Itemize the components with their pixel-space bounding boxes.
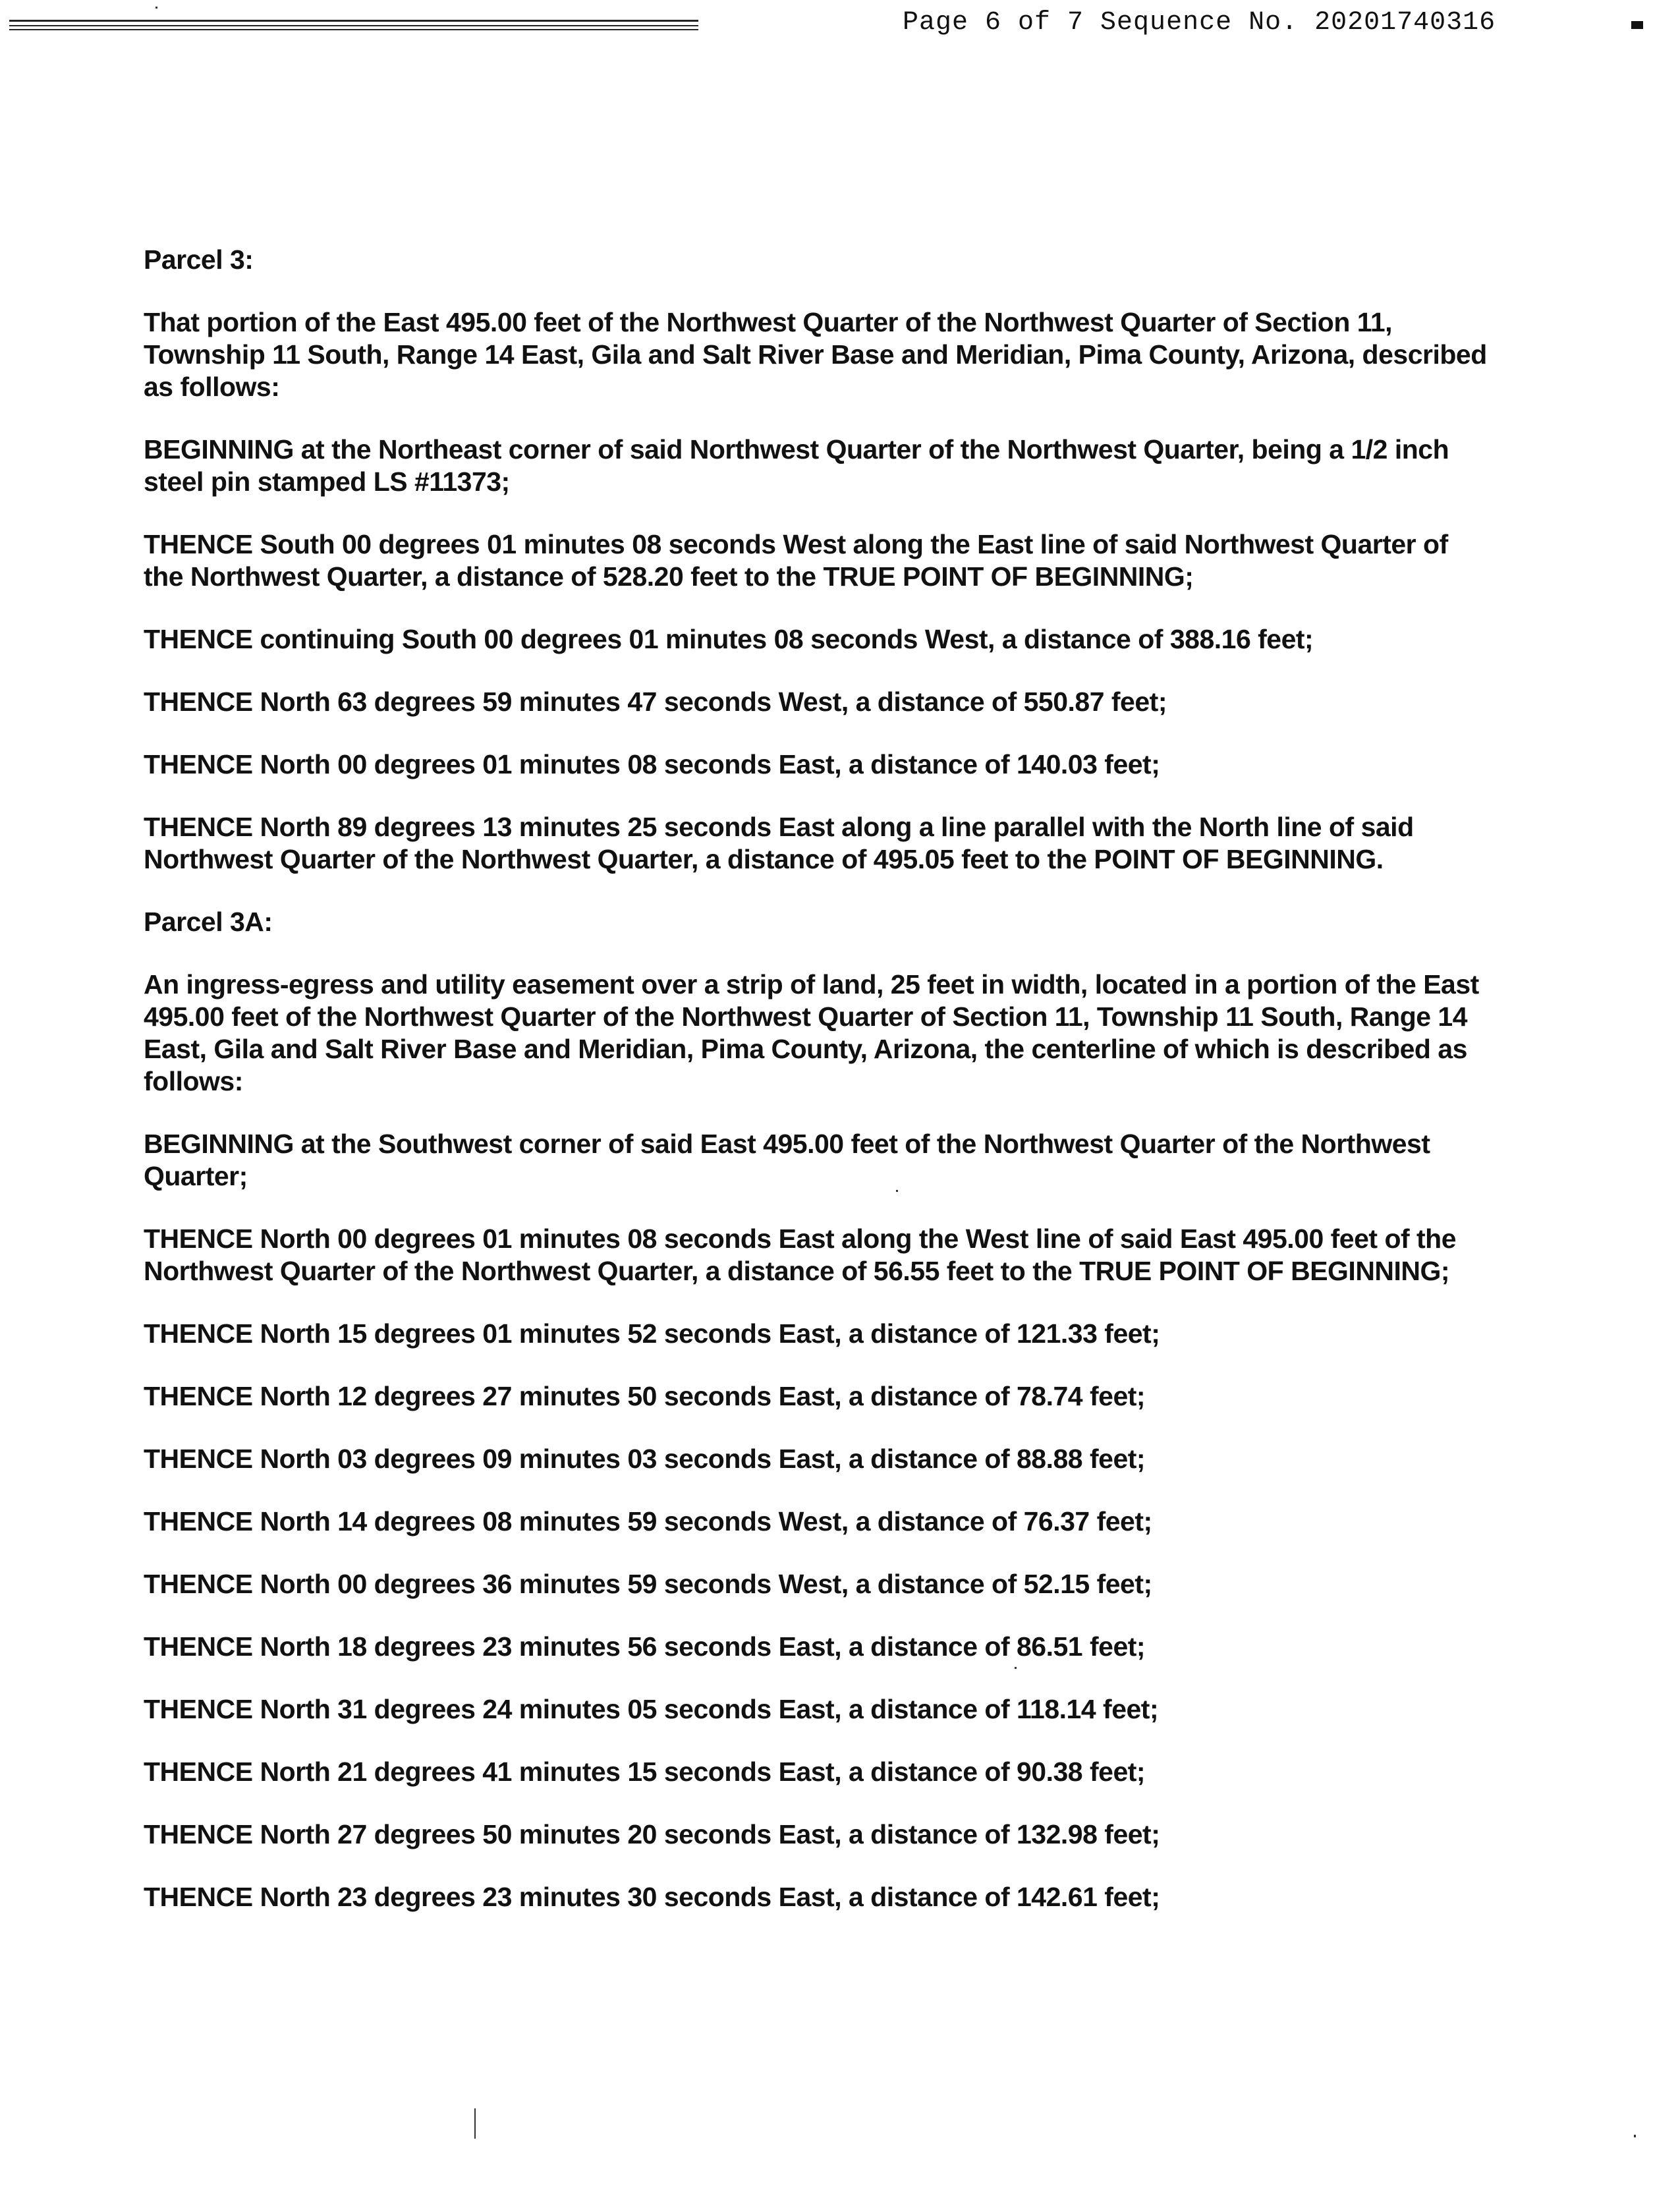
parcel-3a-course-3: THENCE North 12 degrees 27 minutes 50 seconds East, a distance of 78.74 feet; xyxy=(144,1381,1146,1411)
header-rule-middle xyxy=(9,25,698,26)
parcel-3a-course-2: THENCE North 15 degrees 01 minutes 52 seconds East, a distance of 121.33 feet; xyxy=(144,1318,1160,1349)
parcel-3a-course-7: THENCE North 18 degrees 23 minutes 56 seconds East, a distance of 86.51 feet; xyxy=(144,1631,1146,1662)
parcel-3-course-3: THENCE North 63 degrees 59 minutes 47 seconds West, a distance of 550.87 feet; xyxy=(144,687,1167,717)
parcel-3-beginning: BEGINNING at the Northeast corner of said Northwest Quarter of the Northwest Quarter, being a 1/2 inch steel pin stamped LS #11373; xyxy=(144,434,1449,497)
header-rule-top xyxy=(9,20,698,22)
corner-mark xyxy=(1631,21,1643,29)
parcel-3a-course-10: THENCE North 27 degrees 50 minutes 20 seconds East, a distance of 132.98 feet; xyxy=(144,1819,1160,1849)
parcel-3-description: That portion of the East 495.00 feet of the Northwest Quarter of the Northwest Quarter of Section 11, Township 11 South, Range 14 East, Gila and Salt River Base and Meridian, Pima County, Arizona, described as follows: xyxy=(144,307,1487,402)
scan-speck xyxy=(1015,1667,1017,1669)
parcel-3-course-1: THENCE South 00 degrees 01 minutes 08 seconds West along the East line of said Northwest Quarter of the Northwest Quarter, a distance of 528.20 feet to the TRUE POINT OF BEGINNING; xyxy=(144,529,1448,592)
page-sequence-header: Page 6 of 7 Sequence No. 20201740316 xyxy=(903,8,1496,38)
scan-speck xyxy=(896,1190,898,1192)
header-rule-bottom xyxy=(9,29,698,30)
scan-speck xyxy=(155,7,157,9)
parcel-3a-course-1: THENCE North 00 degrees 01 minutes 08 seconds East along the West line of said East 495.00 feet of the Northwest Quarter of the Northwest Quarter, a distance of 56.55 feet to the TRUE POINT OF BEGINNING; xyxy=(144,1224,1457,1286)
parcel-3-course-4: THENCE North 00 degrees 01 minutes 08 seconds East, a distance of 140.03 feet; xyxy=(144,749,1160,779)
parcel-3a-course-6: THENCE North 00 degrees 36 minutes 59 seconds West, a distance of 52.15 feet; xyxy=(144,1569,1152,1599)
legal-description-body xyxy=(144,244,1488,1944)
parcel-3-heading: Parcel 3: xyxy=(144,244,254,275)
parcel-3a-course-9: THENCE North 21 degrees 41 minutes 15 seconds East, a distance of 90.38 feet; xyxy=(144,1757,1146,1787)
parcel-3-course-5: THENCE North 89 degrees 13 minutes 25 seconds East along a line parallel with the North line of said Northwest Quarter of the Northwest Quarter, a distance of 495.05 feet to the POINT OF BEGINNING. xyxy=(144,812,1414,874)
parcel-3a-beginning: BEGINNING at the Southwest corner of said East 495.00 feet of the Northwest Quarter of the Northwest Quarter; xyxy=(144,1129,1430,1191)
parcel-3a-course-5: THENCE North 14 degrees 08 minutes 59 seconds West, a distance of 76.37 feet; xyxy=(144,1506,1152,1536)
parcel-3a-course-8: THENCE North 31 degrees 24 minutes 05 seconds East, a distance of 118.14 feet; xyxy=(144,1694,1159,1724)
parcel-3a-heading: Parcel 3A: xyxy=(144,907,273,937)
parcel-3a-course-11: THENCE North 23 degrees 23 minutes 30 seconds East, a distance of 142.61 feet; xyxy=(144,1882,1160,1912)
scan-speck xyxy=(1634,2135,1636,2137)
parcel-3a-course-4: THENCE North 03 degrees 09 minutes 03 seconds East, a distance of 88.88 feet; xyxy=(144,1444,1146,1474)
scan-speck xyxy=(474,2108,476,2139)
parcel-3a-description: An ingress-egress and utility easement over a strip of land, 25 feet in width, located in a portion of the East 495.00 feet of the Northwest Quarter of the Northwest Quarter of Section 11, Township 11 South, Range 14 East, Gila and Salt River Base and Meridian, Pima County, Arizona, the centerline of which is described as follows: xyxy=(144,969,1479,1096)
parcel-3-course-2: THENCE continuing South 00 degrees 01 minutes 08 seconds West, a distance of 388.16 feet; xyxy=(144,624,1314,654)
